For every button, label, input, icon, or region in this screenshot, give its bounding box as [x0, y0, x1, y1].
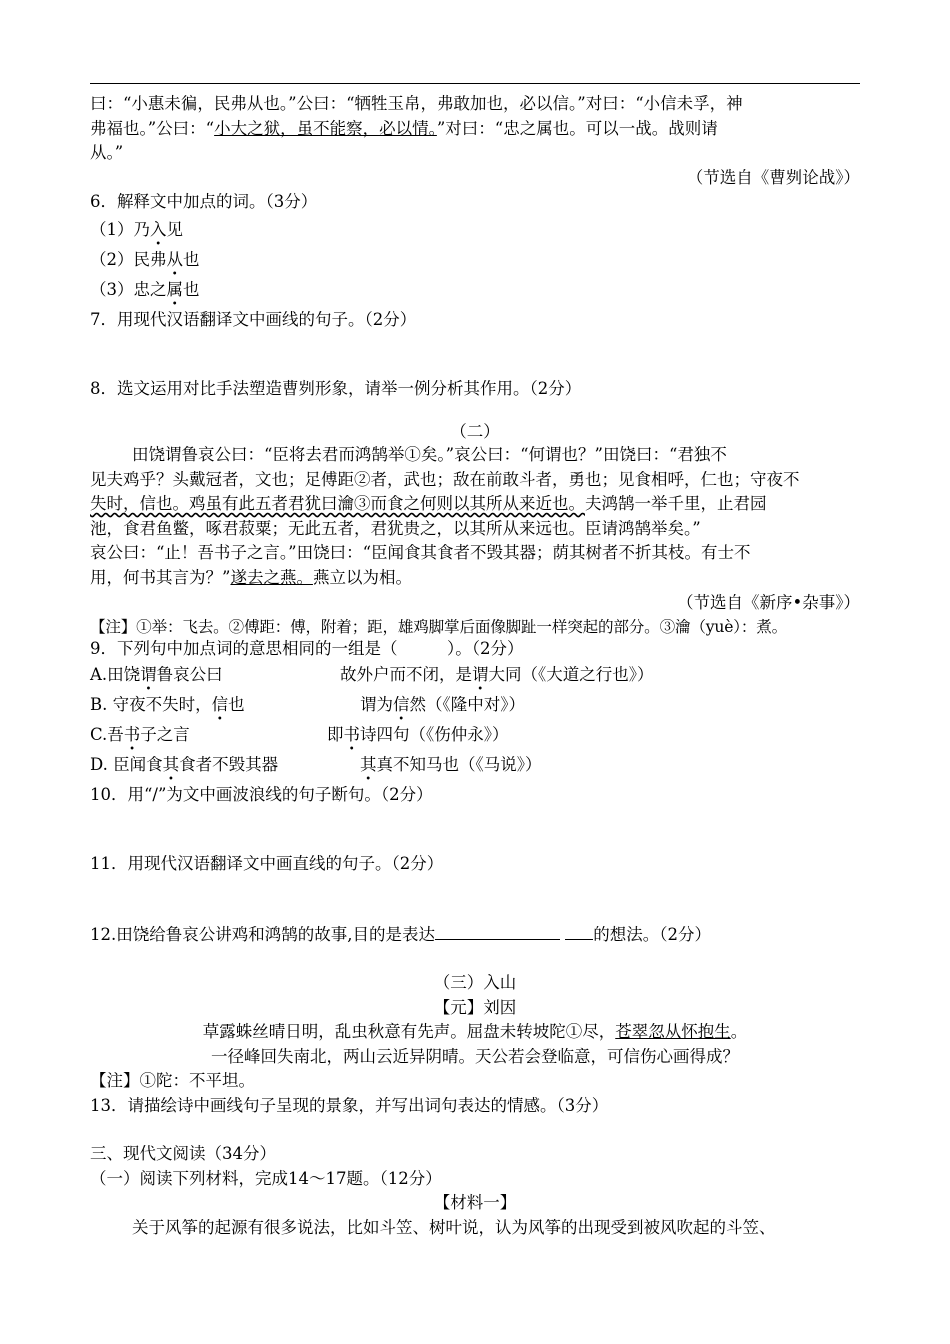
poem-line-1 [90, 1020, 860, 1045]
passage2-line-1: 田饶谓鲁哀公曰：“臣将去君而鸿鹄举①矣。”哀公曰：“何谓也？”田饶曰：“君独不 [132, 445, 727, 464]
poem-title: （三）入山 [433, 973, 517, 992]
q6-item-3-suffix: 也 [183, 279, 200, 299]
q6-item-2-dotted-word: 从 [166, 249, 183, 269]
underlined-sentence-1: 小大之狱，虽不能察，必以情。 [214, 118, 437, 138]
section-3-subtitle: （一）阅读下列材料，完成14～17题。（12分） [90, 1168, 442, 1188]
q6-item-3-dotted-word: 属 [166, 279, 183, 299]
material-1-heading: 【材料一】 [433, 1193, 517, 1212]
fill-blank-1[interactable] [435, 923, 560, 940]
question-6-item-3 [90, 275, 860, 305]
passage2-line-6-b: 燕立以为相。 [312, 567, 412, 587]
q9-c-left-2: 子之言 [140, 725, 190, 744]
q9-c-dotted-2: 书 [343, 725, 360, 744]
passage2-line-6 [90, 566, 860, 591]
answer-space-10 [90, 810, 860, 852]
section-3-title: 三、现代文阅读（34分） [90, 1144, 276, 1163]
passage2-note: 【注】①举：飞去。②傅距：傅，附着；距，雄鸡脚掌后面像脚趾一样突起的部分。③瀹（yuè）：煮。 [90, 618, 788, 636]
passage1-line-2 [90, 117, 860, 142]
q6-item-1-suffix: 见 [166, 219, 183, 239]
passage1-line-2-b: ”对曰：“忠之属也。可以一战。战则请 [436, 118, 718, 138]
question-9-option-d [90, 750, 860, 780]
poem-line-1-b: 。 [730, 1022, 748, 1041]
answer-space-8 [90, 401, 860, 421]
question-11: 11．用现代汉语翻译文中画直线的句子。（2分） [90, 854, 444, 873]
answer-space-13 [90, 1118, 860, 1142]
passage1-line-3: 从。” [90, 143, 124, 162]
passage2-line-5: 哀公曰：“止！吾书子之言。”田饶曰：“臣闻食其食者不毁其器；荫其树者不折其枝。有士不 [90, 543, 751, 562]
q9-a-left-1: A.田饶 [90, 665, 141, 684]
q9-d-dotted-2: 其 [360, 755, 377, 774]
q6-item-2-suffix: 也 [183, 249, 200, 269]
question-6-item-2 [90, 245, 860, 275]
question-9-option-b [90, 690, 860, 720]
passage2-line-2: 见夫鸡乎？头戴冠者，文也；足傅距②者，武也；敌在前敢斗者，勇也；见食相呼，仁也；守夜不 [90, 469, 800, 489]
question-10: 10．用“/”为文中画波浪线的句子断句。（2分） [90, 785, 433, 804]
question-7: 7．用现代汉语翻译文中画线的句子。（2分） [90, 309, 417, 329]
wavy-underlined-sentence: 失时，信也。鸡虽有此五者君犹曰瀹③而食之何则以其所从来近也。 [90, 494, 585, 513]
q9-d-right-2: 真不知马也（《马说》） [376, 755, 542, 774]
answer-space-7 [90, 335, 860, 377]
question-13: 13．请描绘诗中画线句子呈现的景象，并写出词句表达的情感。（3分） [90, 1095, 609, 1115]
passage2-heading: （二） [450, 422, 500, 441]
q12-text-b: 的想法。（2分） [593, 924, 711, 944]
question-6-item-1 [90, 215, 860, 245]
question-12 [90, 923, 860, 948]
q9-a-right-1: 故外户而不闭，是 [340, 665, 472, 684]
poem-note: 【注】①陀：不平坦。 [90, 1071, 255, 1090]
passage2-source: （节选自《新序•杂事》） [677, 593, 860, 612]
q9-d-left-1: D. 臣闻食 [90, 755, 163, 774]
question-9-title: 9．下列句中加点词的意思相同的一组是（ ）。（2分） [90, 639, 524, 658]
q9-b-left-1: B. 守夜不失时， [90, 695, 212, 714]
question-9-option-a [90, 660, 860, 690]
q9-c-dotted-1: 书 [123, 725, 141, 744]
passage2-line-6-a: 用，何书其言为？” [90, 567, 231, 587]
answer-space-11 [90, 877, 860, 923]
q9-b-dotted-1: 信 [211, 695, 229, 714]
material-1-paragraph: 关于风筝的起源有很多说法，比如斗笠、树叶说，认为风筝的出现受到被风吹起的斗笠、 [132, 1217, 776, 1237]
q9-d-left-2: 食者不毁其器 [179, 755, 279, 774]
q6-item-1-prefix: （1）乃 [90, 219, 150, 239]
poem-line-1-a: 草露蛛丝晴日明，乱虫秋意有先声。屈盘未转坡陀①尽， [202, 1022, 616, 1041]
question-6-title: 6．解释文中加点的词。（3分） [90, 192, 318, 211]
q9-c-right-2: 诗四句（《伤仲永》） [360, 725, 509, 744]
passage1-line-2-a: 弗福也。”公曰：“ [90, 118, 215, 138]
q6-item-1-dotted-word: 入 [150, 219, 167, 239]
question-8: 8．选文运用对比手法塑造曹刿形象，请举一例分析其作用。（2分） [90, 378, 582, 398]
q9-b-right-1: 谓为 [360, 695, 393, 714]
answer-space-12 [90, 947, 860, 971]
fill-blank-2[interactable] [565, 923, 593, 940]
poem-author: 【元】刘因 [433, 997, 517, 1017]
q9-b-right-2: 然（《隆中对》） [409, 695, 525, 714]
q9-a-dotted-2: 谓 [472, 665, 489, 684]
q9-b-left-2: 也 [228, 695, 245, 714]
q12-text-a: 12.田饶给鲁哀公讲鸡和鸿鹄的故事,目的是表达 [90, 924, 435, 944]
q9-a-left-2: 鲁哀公曰 [156, 665, 223, 684]
q9-a-right-2: 大同（《大道之行也》） [488, 665, 654, 684]
passage1-line-1: 曰：“小惠未徧，民弗从也。”公曰：“牺牲玉帛，弗敢加也，必以信。”对曰：“小信未孚，神 [90, 94, 743, 113]
q9-b-dotted-2: 信 [393, 695, 410, 714]
q9-d-dotted-1: 其 [162, 755, 180, 774]
header-rule [90, 83, 860, 84]
q9-c-left-1: C.吾 [90, 725, 124, 744]
q6-item-3-prefix: （3）忠之 [90, 279, 167, 299]
question-9-option-c [90, 720, 860, 750]
poem-line-2: 一径峰回失南北，两山云近异阴晴。天公若会登临意，可信伤心画得成？ [211, 1046, 739, 1066]
passage2-line-3-b: 夫鸿鹄一举千里，止君园 [585, 494, 767, 513]
passage1-source: （节选自《曹刿论战》） [686, 167, 860, 187]
passage2-line-3 [90, 492, 860, 517]
poem-underlined-phrase: 苍翠忽从怀抱生 [615, 1022, 731, 1041]
q6-item-2-prefix: （2）民弗 [90, 249, 167, 269]
underlined-sentence-2: 遂去之燕。 [230, 567, 313, 587]
passage2-line-4: 池，食君鱼鳖，啄君菽粟；无此五者，君犹贵之，以其所从来远也。臣请鸿鹄举矣。” [90, 518, 701, 538]
q9-c-right-1: 即 [327, 725, 344, 744]
q9-a-dotted-1: 谓 [140, 665, 157, 684]
document-page [90, 92, 860, 1240]
